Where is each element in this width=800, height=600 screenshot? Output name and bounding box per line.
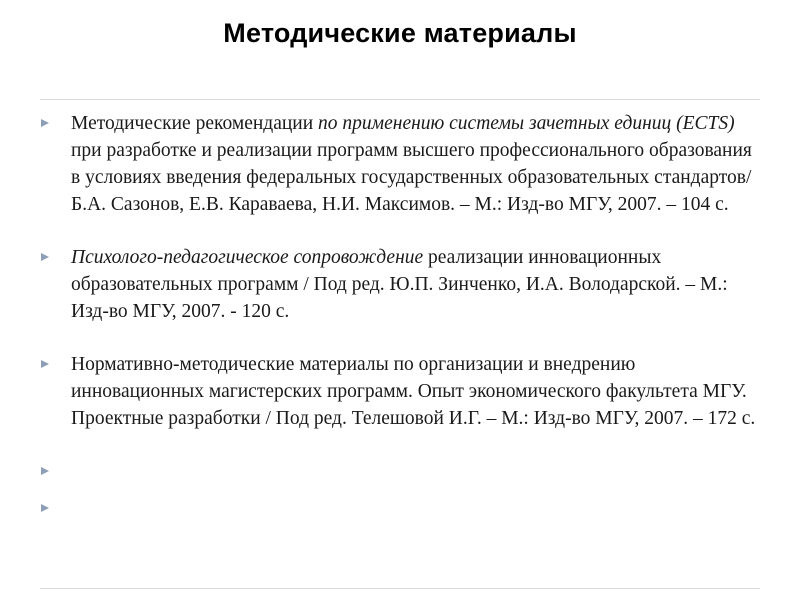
bullet-item-2 — [38, 244, 758, 325]
bullet-2-italic: Психолого-педагогическое сопровождение — [71, 247, 424, 268]
bullet-3-text — [71, 354, 755, 429]
bullet-list — [38, 110, 758, 532]
bullet-1-pre: Методические рекомендации — [71, 113, 319, 134]
bullet-1-text — [71, 113, 752, 215]
bullet-arrow-icon — [41, 504, 49, 512]
bullet-arrow-icon — [41, 253, 49, 261]
bullet-arrow-icon — [41, 360, 49, 368]
bullet-item-empty-1 — [38, 458, 758, 485]
bullet-2-post: реализации инновационных образовательных программ / Под ред. Ю.П. Зинченко, И.А. Володарской. – М.: Изд-во МГУ, 2007. - 120 с. — [71, 247, 728, 322]
slide-title: Методические материалы — [223, 18, 577, 48]
bullet-1-post: при разработке и реализации программ высшего профессионального образования в условиях введения федеральных государственных образовательных стандартов/ Б.А. Сазонов, Е.В. Караваева, Н.И. Максимов. – М.: Изд-во МГУ, 2007. – 104 с. — [71, 140, 752, 215]
bottom-divider — [40, 588, 760, 589]
top-divider — [40, 99, 760, 100]
bullet-1-italic: по применению системы зачетных единиц (ECTS) — [318, 113, 735, 134]
bullet-2-text — [71, 247, 728, 322]
bullet-arrow-icon — [41, 119, 49, 127]
bullet-3-pre: Нормативно-методические материалы по организации и внедрению инновационных магистерских программ. Опыт экономического факультета МГУ. Проектные разработки / Под ред. Телешовой И.Г. – М.: Изд-во МГУ, 2007. – 172 с. — [71, 354, 756, 429]
bullet-item-1 — [38, 110, 758, 218]
bullet-item-empty-2 — [38, 495, 758, 522]
bullet-arrow-icon — [41, 467, 49, 475]
bullet-item-3 — [38, 351, 758, 432]
